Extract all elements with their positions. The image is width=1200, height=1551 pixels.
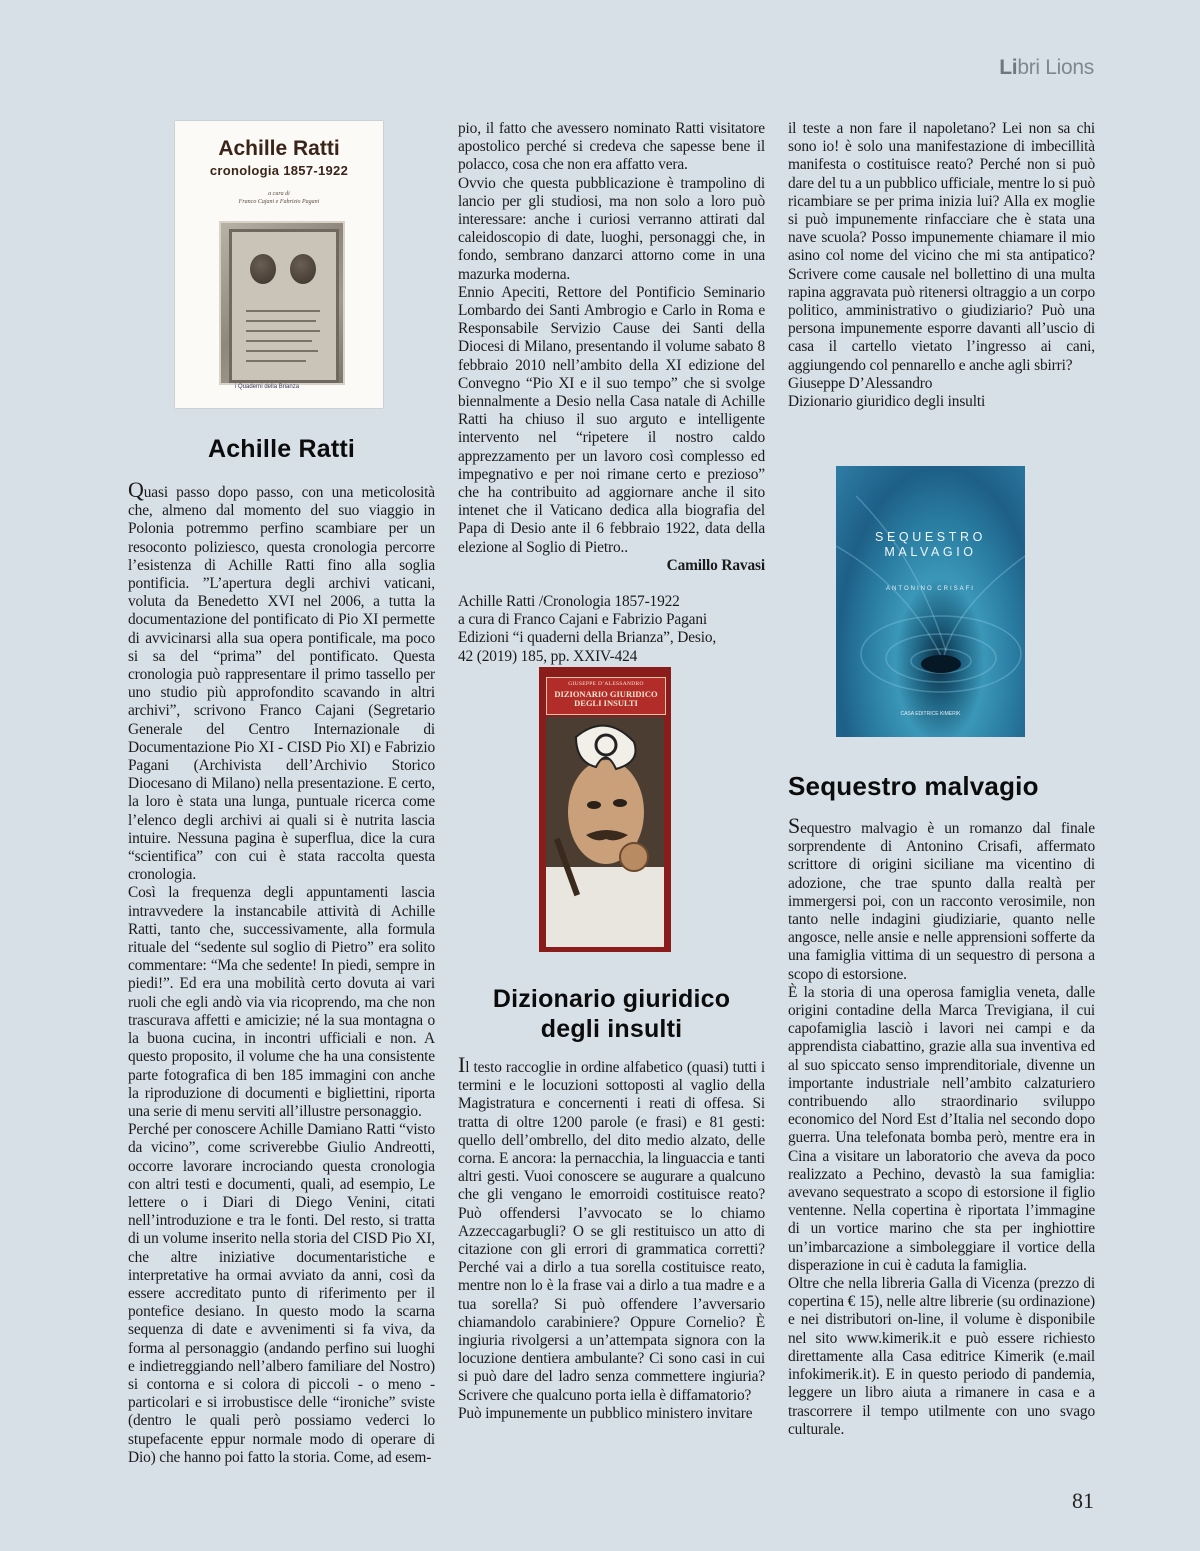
dizionario-paragraph-2: Può impunemente un pubblico ministero invitare	[458, 1404, 753, 1422]
section-tag: Libri Lions	[999, 56, 1094, 79]
ratti-paragraph-1: Quasi passo dopo passo, con una meticolosità che, almeno dal momento del suo viaggio in Polonia potremmo perfino scambiare per un resoconto poliziesco, questa cronologia percorre l’esistenza di Achille Ratti fino alla soglia pontificia. ”L’apertura degli archivi vaticani, voluta da Benedetto XVI nel 2006, a tutta la documentazione del pontificato di Pio XI permette di avvicinarsi alla sua opera pontificale, ma poco si sa del “prima” del pontificato. Questa cronologia può rappresentare il primo tassello per uno studio più approfondito scavando in altri archivi”, scrivono Franco Cajani (Segretario Generale del Centro Internazionale di Documentazione Pio XI - CISD Pio XI) e Fabrizio Pagani (Archivista dell’Archivio Storico Diocesano di Milano) nella presentazione. E certo, la loro è stata una lunga, puntuale ricerca come l’elenco degli archivi ai quali si è nutrita lascia intuire. Nessuna pagina è superflua, dice la cura “scientifica” con cui è stata raccolta questa cronologia.	[128, 477, 435, 884]
vortex-image	[836, 466, 1025, 737]
dizionario-continued: il teste a non fare il napoletano? Lei non sa chi sono io! è solo una manifestazione di imbecillità manifesta o costituisce reato? Perché non si può dare del tu a un pubblico ufficiale, mentre lo si può ricambiare se per prima inizia lui? Alla ex moglie si può impunemente rinfacciare che è stata una nave scuola? Posso impunemente chiamare il mio asino col nome del vicino che mi sta antipatico? Scrivere come causale nel bollettino di una multa rapina aggravata può ritenersi oltraggio a un corpo politico, amministrativo o giudiziario? Può una persona impunemente esporre davanti all’uscio di casa il cartello vietato l’ingresso ai cani, aggiungendo col pennarello e anche agli sbirri?	[788, 120, 1095, 374]
cover-title: Achille Ratti	[218, 137, 340, 160]
dizionario-book-cover	[539, 667, 671, 952]
book-info-line: Edizioni “i quaderni della Brianza”, Desio,	[458, 629, 717, 647]
sequestro-paragraph-2: È la storia di una operosa famiglia veneta, dalle origini contadine della Marca Trevigiana, il cui capofamiglia lasciò i lavori nei campi e da apprendista ciabattino, grazie alla sua inventiva ed al suo spiccato senso imprenditoriale, divenne un importante industriale nell’ambito calzaturiero contribuendo allo straordinario sviluppo economico del Nord Est d’Italia nel secondo dopo guerra. Una telefonata bomba però, mentre era in Cina a visitare un laboratorio che aveva da poco realizzato a Pechino, devastò la sua famiglia: avevano sequestrato a scopo di estorsione il figlio ventenne. Nella copertina è riportata l’immagine di un vortice marino che sta per inghiottire un’imbarcazione a simboleggiare il vortice della disperazione in cui è caduta la famiglia.	[788, 983, 1095, 1274]
ratti-paragraph-2: Così la frequenza degli appuntamenti lascia intravvedere la instancabile attività di Achille Ratti, tanto che, successivamente, alla formula rituale del “sedente sul soglio di Pietro” era solito commentare: “Ma che sedente! In piedi, sempre in piedi!”. Ed era una mobilità certo dovuta ai vari ruoli che egli andò via via ricoprendo, ma che non trascurava affetti e amicizie; né la sua montagna o la buona cucina, in incontri ufficiali e non. A questo proposito, il volume che ha una consistente parte fotografica di ben 185 immagini con anche la riproduzione di documenti e bigliettini, riporta una serie di menu serviti all’illustre personaggio.	[128, 884, 435, 1120]
dropcap: I	[458, 1052, 466, 1077]
cover-publisher: CASA EDITRICE KIMERIK	[900, 711, 961, 717]
ratti-continued-3: Ennio Apeciti, Rettore del Pontificio Seminario Lombardo dei Santi Ambrogio e Carlo in Roma e Responsabile Servizio Cause dei Santi della Diocesi di Milano, presentando il volume sabato 8 febbraio 2010 nell’ambito della XI edizione del Convegno “Pio XI e il suo tempo” che si svolge biennalmente a Desio nella Casa natale di Achille Ratti ha chiuso il suo arguto e intelligente intervento nel “ripetere il nostro caldo apprezzamento per un lavoro così complesso ed impegnativo e per noi rimane certo e prezioso” che ha contribuito ad aggiornare anche il sito intenet che il Vaticano dedica alla biografia del Papa di Desio ante il 6 febbraio 1922, data della elezione al Soglio di Pietro..	[458, 283, 765, 556]
dizionario-title-line: Dizionario giuridico degli insulti	[788, 393, 986, 411]
dizionario-text	[458, 1052, 765, 1423]
book-info-line: a cura di Franco Cajani e Fabrizio Pagani	[458, 611, 707, 629]
ratti-paragraph-3: Perché per conoscere Achille Damiano Ratti “visto da vicino”, come scriverebbe Giulio Andreotti, occorre lavorare incrociando questa cronologia con altri testi e documenti, quali, ad esempio, Le lettere o i Diari di Diego Venini, citati nell’introduzione e tra le fonti. Del resto, si tratta di un volume inserito nella storia del CISD Pio XI, che altre iniziative documentaristiche e interpretative ha ormai avviato da anni, così da essere accreditato punto di riferimento per il pontefice desiano. In questo modo la scarna sequenza di date e avvenimenti si fa viva, da forma al personaggio (andando perfino sui luoghi e indietreggiando nell’albero familiare del Nostro) si contorna e si colora di piccoli - o meno - particolari e si irrobustisce delle “ironiche” sviste (dentro le quali però possiamo vederci lo stupefacente eppur normale modo di operare di Dio) che hanno poi fatto la storia. Come, ad esem-	[128, 1121, 435, 1466]
article-heading-ratti: Achille Ratti	[207, 435, 356, 463]
cover-curated-label: a cura di	[268, 191, 290, 197]
article-heading-sequestro: Sequestro malvagio	[788, 771, 1039, 801]
cover-curators: Franco Cajani e Fabrizio Pagani	[238, 199, 320, 205]
achille-ratti-book-cover	[175, 121, 383, 408]
cover-subtitle: cronologia 1857-1922	[209, 163, 349, 178]
sequestro-paragraph-3: Oltre che nella libreria Galla di Vicenza (prezzo di copertina € 15), nelle altre librerie (su ordinazione) e nei distributori on-line, il volume è disponibile nel sito www.kimerik.it e può essere richiesto direttamente alla Casa editrice Kimerik (e.mail infokimerik.it). E in questo periodo di pandemia, leggere un libro aiuta a rimanere in casa e a trascorrere il tempo utilmente con uno svago culturale.	[788, 1275, 1095, 1438]
article-signature: Camillo Ravasi	[666, 556, 765, 574]
ratti-continued-2: Ovvio che questa pubblicazione è trampolino di lancio per gli studiosi, ma non solo a loro può interessare: anche i curiosi verranno attirati dal caleidoscopio di date, luoghi, personaggi che, in fondo, sembrano danzarci attorno come in una mazurka moderna.	[458, 174, 765, 283]
sequestro-book-cover	[836, 466, 1025, 737]
column-right	[788, 120, 1095, 411]
cover-publisher: i Quaderni della Brianza	[235, 384, 300, 390]
cover-author: GIUSEPPE D’ALESSANDRO	[568, 681, 644, 687]
memorial-plaque-image	[219, 221, 345, 385]
article-heading-dizionario: Dizionario giuridico degli insulti	[492, 985, 731, 1043]
book-info-line: 42 (2019) 185, pp. XXIV-424	[458, 647, 638, 665]
cover-title: DIZIONARIO GIURIDICO DEGLI INSULTI	[554, 689, 658, 708]
dropcap: S	[788, 813, 801, 838]
cover-title: SEQUESTRO MALVAGIO	[875, 530, 986, 559]
ratti-continued-1: pio, il fatto che avessero nominato Ratti visitatore apostolico perché si credeva che sapesse bene il polacco, cosa che non era affatto vera.	[458, 120, 765, 174]
dizionario-heading-block	[458, 984, 765, 1044]
dizionario-paragraph-1: Il testo raccoglie in ordine alfabetico (quasi) tutti i termini e le locuzioni sottoposti al vaglio della Magistratura e concernenti i reati di offesa. Si tratta di oltre 1200 parole (e frasi) e 81 gesti: quello dell’ombrello, del dito medio alzato, delle corna. E ancora: la pernacchia, la linguaccia e tanti altri gesti. Vuoi conoscere se augurare a qualcuno che gli vengano le emorroidi costituisce reato? Può offendersi l’avvocato se lo chiamo Azzeccagarbugli? O se gli restituisco un atto di citazione con gli errori di grammatica corretti? Perché vai a dirlo a tua sorella costituisce reato, mentre non lo è la frase vai a dirlo a tua madre e a tua sorella? Si può offendere l’avversario chiamandolo carabiniere? Oppure Cornelio? È ingiuria rivolgersi a un’attempata signora con la locuzione dentiera ambulante? Ci sono casi in cui si può dare del ladro senza commettere ingiuria? Scrivere che qualcuno porta iella è diffamatorio?	[458, 1052, 765, 1404]
book-info-line: Achille Ratti /Cronologia 1857-1922	[458, 593, 680, 611]
column-middle	[458, 120, 765, 666]
collage-portrait-image	[546, 717, 664, 947]
cover-author: ANTONINO CRISAFI	[886, 586, 975, 592]
column-left	[128, 434, 435, 1467]
page-number: 81	[1072, 1488, 1094, 1513]
sequestro-article	[788, 771, 1095, 1439]
dropcap: Q	[128, 477, 144, 502]
dizionario-author: Giuseppe D’Alessandro	[788, 374, 933, 392]
sequestro-paragraph-1: Sequestro malvagio è un romanzo dal finale sorprendente di Antonino Crisafi, affermato scrittore di origini siciliane ma vicentino di adozione, che trae spunto dalla realtà per immergersi poi, con un racconto verosimile, non tanto nelle indagini giudiziarie, quanto nelle angosce, nelle ansie e nelle apprensioni sofferte da una famiglia vittima di un sequestro di persona a scopo di estorsione.	[788, 813, 1095, 983]
